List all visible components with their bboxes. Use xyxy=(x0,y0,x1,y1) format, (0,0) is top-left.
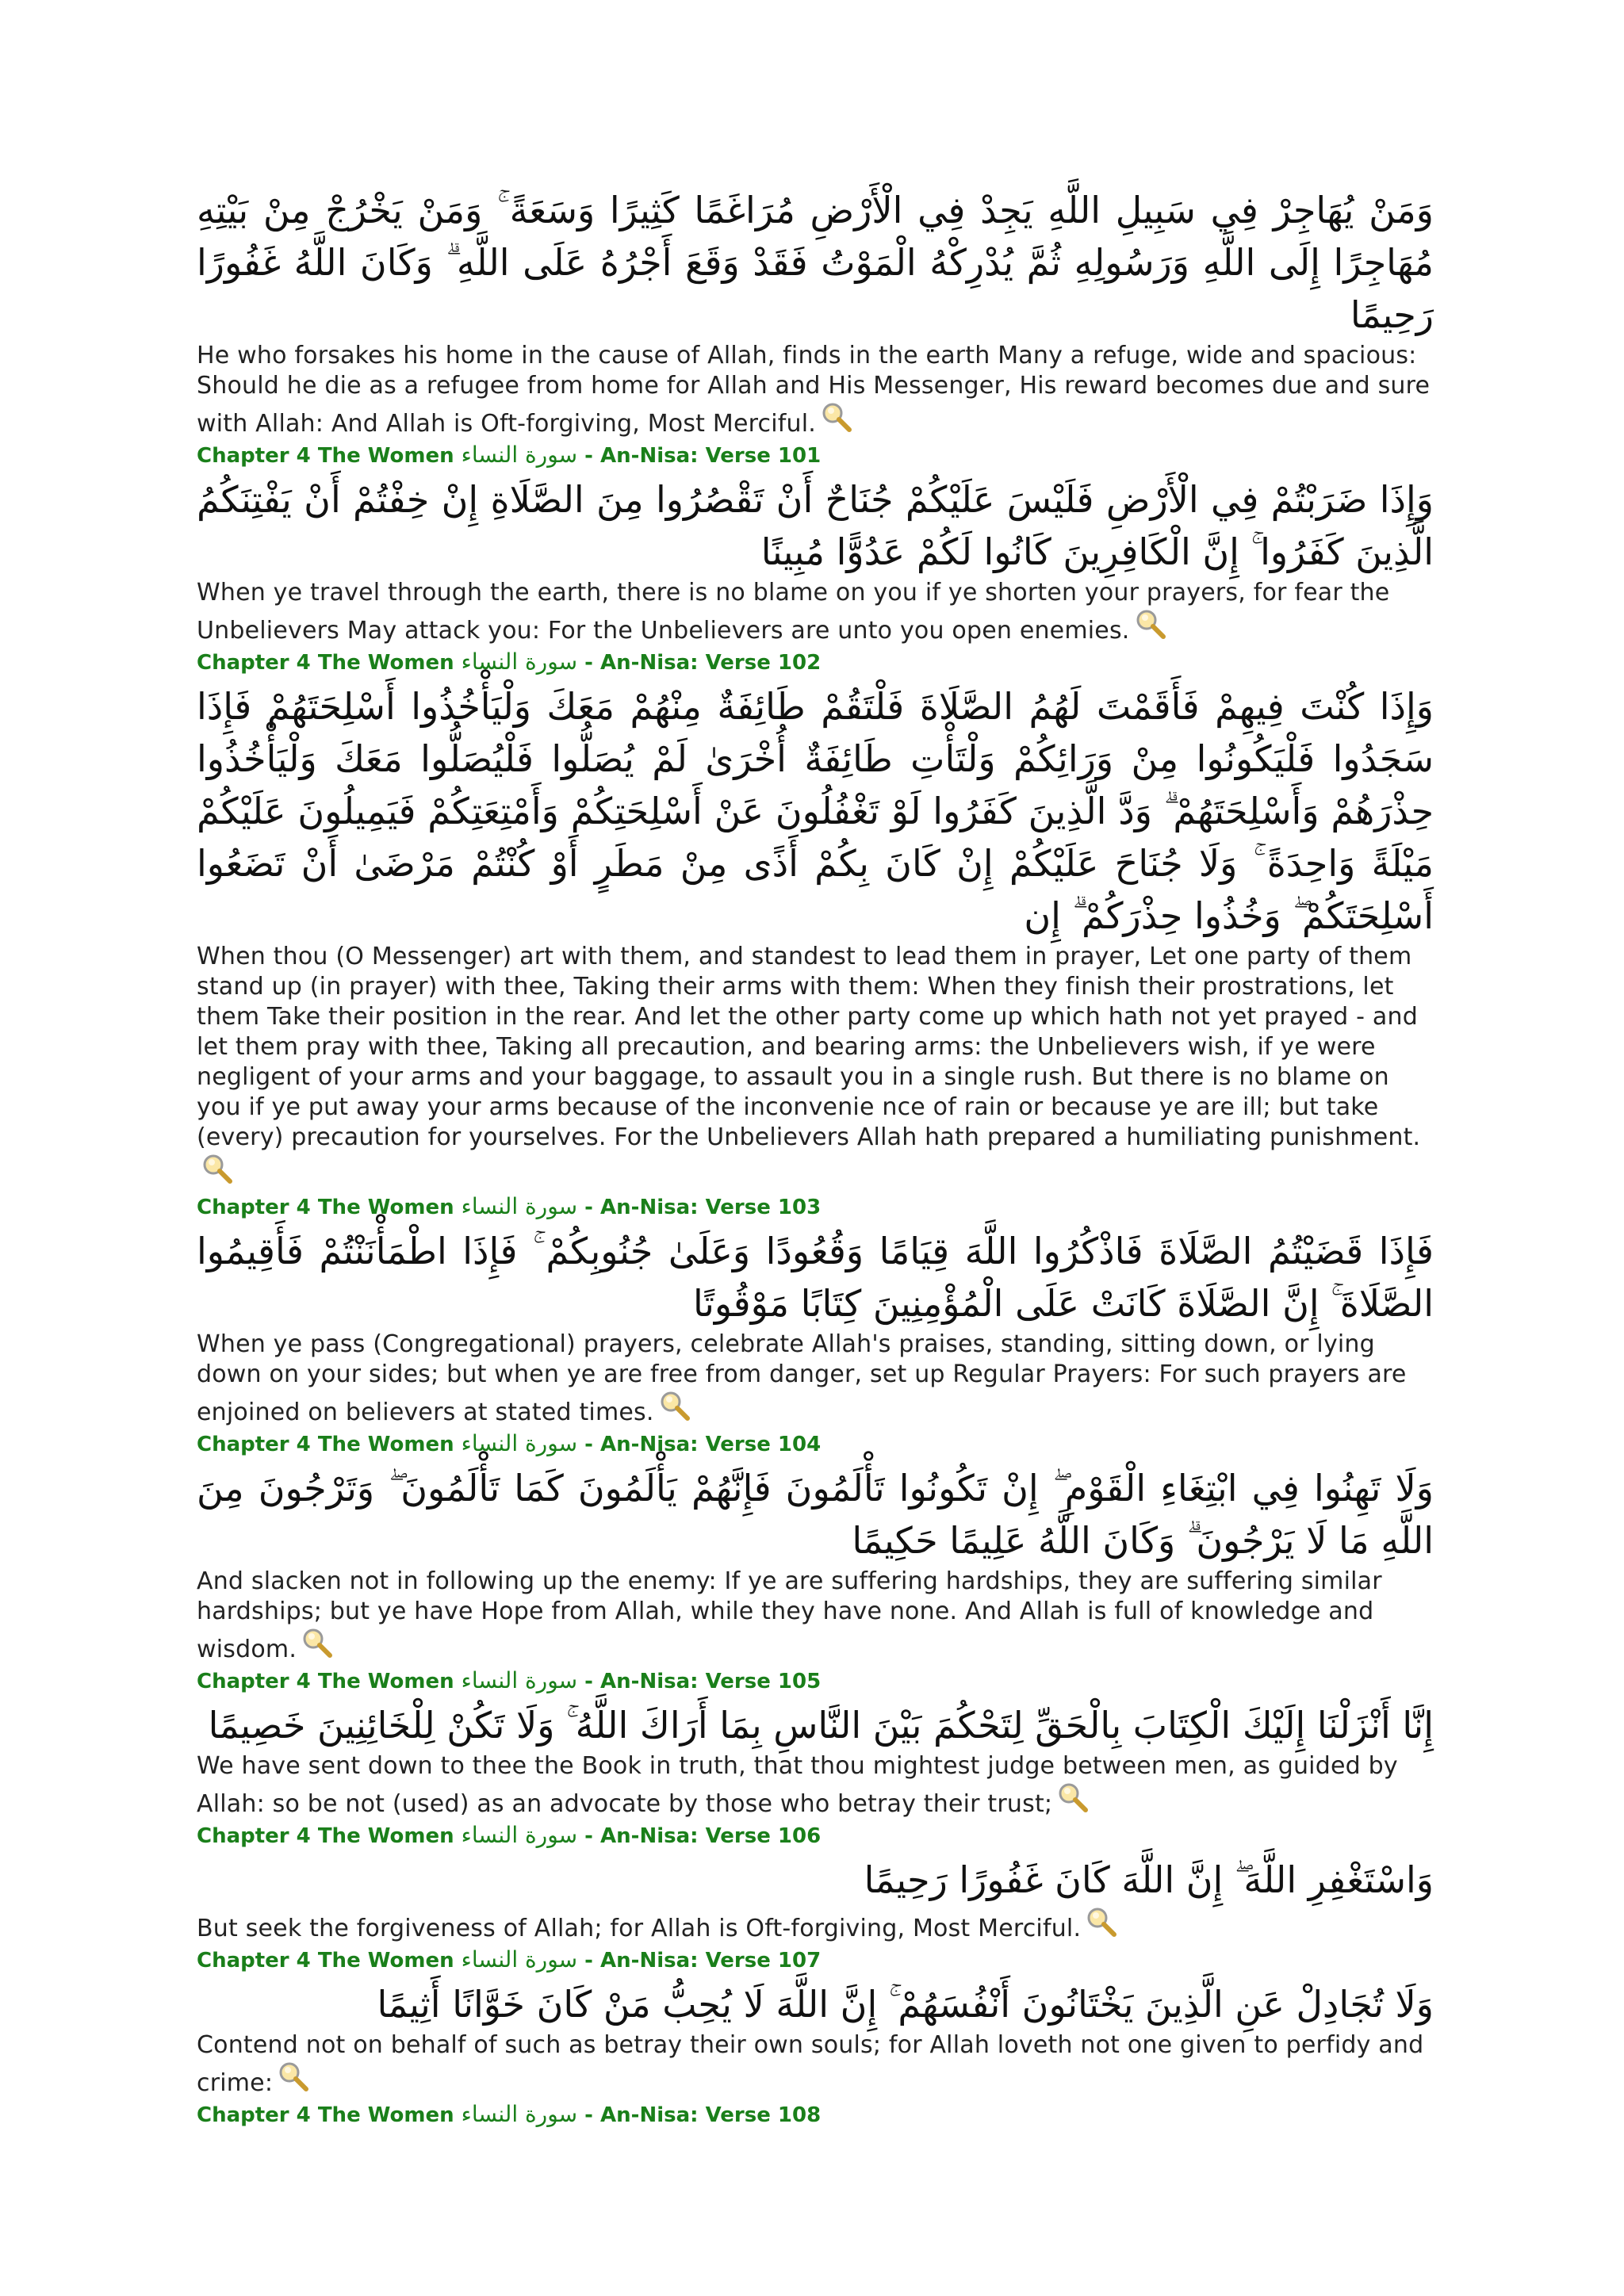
verse-header xyxy=(197,1946,1434,1975)
verse-translation xyxy=(197,341,1434,439)
verse-header xyxy=(197,2100,1434,2130)
translation-text: Contend not on behalf of such as betray their own souls; for Allah loveth not one given to perfidy and crime: xyxy=(197,2031,1424,2097)
header-suffix: - An-Nisa: Verse 108 xyxy=(577,2103,822,2127)
header-suffix: - An-Nisa: Verse 104 xyxy=(577,1433,822,1456)
arabic-verse: فَإِذَا قَضَيْتُمُ الصَّلَاةَ فَاذْكُرُوا اللَّهَ قِيَامًا وَقُعُودًا وَعَلَىٰ جُنُوبِكُمْ ۚ فَإِذَا اطْمَأْنَنْتُمْ فَأَقِيمُوا الصَّلَاةَ ۚ إِنَّ الصَّلَاةَ كَانَتْ عَلَى الْمُؤْمِنِينَ كِتَابًا مَوْقُوتًا xyxy=(197,1230,1434,1325)
verse-block xyxy=(197,1978,1434,2130)
translation-text: We have sent down to thee the Book in truth, that thou mightest judge between men, as guided by Allah: so be not (used) as an advocate by those who betray their trust; xyxy=(197,1752,1398,1818)
header-suffix: - An-Nisa: Verse 101 xyxy=(577,444,822,468)
sura-name-arabic: سورة النساء xyxy=(461,1822,578,1848)
verse-block xyxy=(197,1462,1434,1696)
sura-name-arabic: سورة النساء xyxy=(461,1667,578,1693)
header-prefix: Chapter 4 The Women xyxy=(197,2103,462,2127)
verse-header xyxy=(197,648,1434,677)
verse-block xyxy=(197,680,1434,1222)
sura-name-arabic: سورة النساء xyxy=(461,2101,578,2127)
verse-translation xyxy=(197,2030,1434,2099)
verse-header xyxy=(197,1667,1434,1696)
verse-translation xyxy=(197,942,1434,1191)
translation-text: He who forsakes his home in the cause of Allah, finds in the earth Many a refuge, wide and spacious: Should he die as a refugee from home for Allah and His Messenger, His reward becomes due and sure with Allah: And Allah is Oft-forgiving, Most Merciful. xyxy=(197,342,1431,438)
translation-text: But seek the forgiveness of Allah; for Allah is Oft-forgiving, Most Merciful. xyxy=(197,1915,1082,1942)
translation-text: When ye travel through the earth, there is no blame on you if ye shorten your prayers, for fear the Unbelievers May attack you: For the Unbelievers are unto you open enemies. xyxy=(197,579,1390,645)
translation-text: When thou (O Messenger) art with them, and standest to lead them in prayer, Let one party of them stand up (in prayer) with thee, Taking their arms with them: When they finish their prostrations, let them Take their position in the rear. And let the other party come up which hath not yet prayed - and let them pray with thee, Taking all precaution, and bearing arms: the Unbelievers wish, if ye were negligent of your arms and your baggage, to assault you in a single rush. But there is no blame on you if ye put away your arms because of the inconvenie nce of rain or because ye are ill; but take (every) precaution for yourselves. For the Unbelievers Allah hath prepared a humiliating punishment. xyxy=(197,943,1421,1151)
arabic-verse: وَمَنْ يُهَاجِرْ فِي سَبِيلِ اللَّهِ يَجِدْ فِي الْأَرْضِ مُرَاغَمًا كَثِيرًا وَسَعَةً ۚ وَمَنْ يَخْرُجْ مِنْ بَيْتِهِ مُهَاجِرًا إِلَى اللَّهِ وَرَسُولِهِ ثُمَّ يُدْرِكْهُ الْمَوْتُ فَقَدْ وَقَعَ أَجْرُهُ عَلَى اللَّهِ ۗ وَكَانَ اللَّهُ غَفُورًا رَحِيمًا xyxy=(197,189,1434,336)
header-prefix: Chapter 4 The Women xyxy=(197,1670,462,1693)
verse-header xyxy=(197,1821,1434,1850)
verse-block xyxy=(197,1854,1434,1975)
arabic-verse: وَاسْتَغْفِرِ اللَّهَ ۖ إِنَّ اللَّهَ كَانَ غَفُورًا رَحِيمًا xyxy=(864,1858,1434,1901)
translation-text: When ye pass (Congregational) prayers, celebrate Allah's praises, standing, sitting down, or lying down on your sides; but when ye are free from danger, set up Regular Prayers: For such prayers are enjoined on believers at stated times. xyxy=(197,1330,1407,1426)
header-prefix: Chapter 4 The Women xyxy=(197,1433,462,1456)
header-prefix: Chapter 4 The Women xyxy=(197,1949,462,1973)
sura-name-arabic: سورة النساء xyxy=(461,649,578,675)
magnifier-icon[interactable] xyxy=(301,1627,333,1659)
magnifier-icon[interactable] xyxy=(201,1153,233,1184)
header-suffix: - An-Nisa: Verse 102 xyxy=(577,651,822,675)
header-prefix: Chapter 4 The Women xyxy=(197,651,462,675)
magnifier-icon[interactable] xyxy=(659,1390,691,1422)
magnifier-icon[interactable] xyxy=(821,401,852,433)
magnifier-icon[interactable] xyxy=(1057,1781,1089,1813)
magnifier-icon[interactable] xyxy=(1086,1906,1117,1938)
header-suffix: - An-Nisa: Verse 103 xyxy=(577,1196,822,1219)
verse-block xyxy=(197,1699,1434,1850)
verse-block xyxy=(197,1225,1434,1459)
verse-header xyxy=(197,1192,1434,1222)
header-suffix: - An-Nisa: Verse 107 xyxy=(577,1949,822,1973)
sura-name-arabic: سورة النساء xyxy=(461,442,578,468)
sura-name-arabic: سورة النساء xyxy=(461,1193,578,1219)
verse-translation xyxy=(197,1567,1434,1665)
arabic-verse: وَلَا تَهِنُوا فِي ابْتِغَاءِ الْقَوْمِ ۖ إِنْ تَكُونُوا تَأْلَمُونَ فَإِنَّهُمْ يَأْلَمُونَ كَمَا تَأْلَمُونَ ۖ وَتَرْجُونَ مِنَ اللَّهِ مَا لَا يَرْجُونَ ۗ وَكَانَ اللَّهُ عَلِيمًا حَكِيمًا xyxy=(197,1467,1434,1562)
verse-translation xyxy=(197,1751,1434,1820)
arabic-verse: وَإِذَا ضَرَبْتُمْ فِي الْأَرْضِ فَلَيْسَ عَلَيْكُمْ جُنَاحٌ أَنْ تَقْصُرُوا مِنَ الصَّلَاةِ إِنْ خِفْتُمْ أَنْ يَفْتِنَكُمُ الَّذِينَ كَفَرُوا ۚ إِنَّ الْكَافِرِينَ كَانُوا لَكُمْ عَدُوًّا مُبِينًا xyxy=(197,478,1434,573)
arabic-verse: إِنَّا أَنْزَلْنَا إِلَيْكَ الْكِتَابَ بِالْحَقِّ لِتَحْكُمَ بَيْنَ النَّاسِ بِمَا أَرَاكَ اللَّهُ ۚ وَلَا تَكُنْ لِلْخَائِنِينَ خَصِيمًا xyxy=(208,1704,1434,1747)
verses-page xyxy=(197,184,1434,2133)
header-suffix: - An-Nisa: Verse 106 xyxy=(577,1824,822,1848)
translation-text: And slacken not in following up the enemy: If ye are suffering hardships, they are suffering similar hardships; but ye have Hope from Allah, while they have none. And Allah is full of knowledge and wisdom. xyxy=(197,1567,1382,1663)
sura-name-arabic: سورة النساء xyxy=(461,1430,578,1456)
header-prefix: Chapter 4 The Women xyxy=(197,1824,462,1848)
magnifier-icon[interactable] xyxy=(278,2061,309,2092)
verse-block xyxy=(197,184,1434,470)
header-suffix: - An-Nisa: Verse 105 xyxy=(577,1670,822,1693)
verse-translation xyxy=(197,1330,1434,1428)
verse-translation xyxy=(197,578,1434,646)
magnifier-icon[interactable] xyxy=(1135,608,1166,640)
verse-header xyxy=(197,441,1434,470)
header-prefix: Chapter 4 The Women xyxy=(197,1196,462,1219)
verse-block xyxy=(197,473,1434,677)
arabic-verse: وَإِذَا كُنْتَ فِيهِمْ فَأَقَمْتَ لَهُمُ الصَّلَاةَ فَلْتَقُمْ طَائِفَةٌ مِنْهُمْ مَعَكَ وَلْيَأْخُذُوا أَسْلِحَتَهُمْ فَإِذَا سَجَدُوا فَلْيَكُونُوا مِنْ وَرَائِكُمْ وَلْتَأْتِ طَائِفَةٌ أُخْرَىٰ لَمْ يُصَلُّوا فَلْيُصَلُّوا مَعَكَ وَلْيَأْخُذُوا حِذْرَهُمْ وَأَسْلِحَتَهُمْ ۗ وَدَّ الَّذِينَ كَفَرُوا لَوْ تَغْفُلُونَ عَنْ أَسْلِحَتِكُمْ وَأَمْتِعَتِكُمْ فَيَمِيلُونَ عَلَيْكُمْ مَيْلَةً وَاحِدَةً ۚ وَلَا جُنَاحَ عَلَيْكُمْ إِنْ كَانَ بِكُمْ أَذًى مِنْ مَطَرٍ أَوْ كُنْتُمْ مَرْضَىٰ أَنْ تَضَعُوا أَسْلِحَتَكُمْ ۖ وَخُذُوا حِذْرَكُمْ ۗ إِن xyxy=(197,685,1434,937)
verse-header xyxy=(197,1429,1434,1459)
header-prefix: Chapter 4 The Women xyxy=(197,444,462,468)
sura-name-arabic: سورة النساء xyxy=(461,1946,578,1973)
arabic-verse: وَلَا تُجَادِلْ عَنِ الَّذِينَ يَخْتَانُونَ أَنْفُسَهُمْ ۚ إِنَّ اللَّهَ لَا يُحِبُّ مَنْ كَانَ خَوَّانًا أَثِيمًا xyxy=(377,1983,1434,2026)
verse-translation xyxy=(197,1906,1434,1944)
